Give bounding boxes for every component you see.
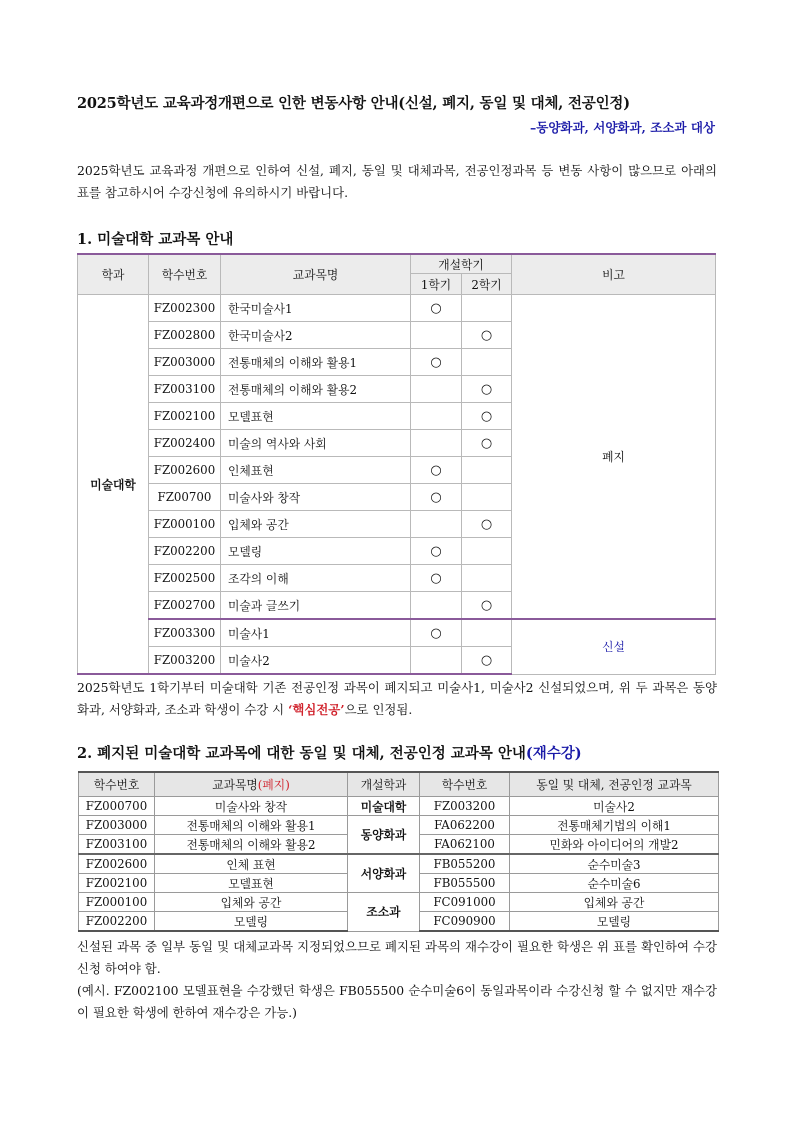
sem2-mark: ○: [462, 376, 512, 403]
sem2-mark: ○: [462, 647, 512, 675]
offering-dept: 미술대학: [348, 797, 420, 816]
course-name: 조각의 이해: [221, 565, 411, 592]
sem1-mark: ○: [411, 457, 462, 484]
old-course-code: FZ000700: [79, 797, 155, 816]
section2-note-2: (예시. FZ002100 모델표현을 수강했던 학생은 FB055500 순수미술6이 동일과목이라 수강신청 할 수 없지만 재수강이 필요한 학생에 한하여 재수강은 가능.): [77, 983, 717, 1020]
course-name: 한국미술사1: [221, 295, 411, 322]
old-course-code: FZ003000: [79, 816, 155, 835]
replacement-course: 미술사2: [510, 797, 719, 816]
sem2-mark: ○: [462, 592, 512, 620]
sem2-mark: [462, 295, 512, 322]
course-name: 미술과 글쓰기: [221, 592, 411, 620]
replacement-course: 순수미술6: [510, 874, 719, 893]
replacement-course: 모델링: [510, 912, 719, 932]
replacement-course: 전통매체기법의 이해1: [510, 816, 719, 835]
section2-note-1: 신설된 과목 중 일부 동일 및 대체교과목 지정되었으므로 폐지된 과목의 재수강이 필요한 학생은 위 표를 확인하여 수강신청 하여야 함.: [77, 939, 717, 976]
sem2-mark: [462, 457, 512, 484]
old-course-name: 인체 표현: [155, 854, 348, 874]
sem2-mark: [462, 619, 512, 647]
sem2-mark: [462, 565, 512, 592]
course-name: 전통매체의 이해와 활용2: [221, 376, 411, 403]
sem2-mark: ○: [462, 322, 512, 349]
replacement-course: 민화와 아이디어의 개발2: [510, 835, 719, 855]
replacement-course: 입체와 공간: [510, 893, 719, 912]
sem1-mark: [411, 376, 462, 403]
new-course-code: FB055200: [420, 854, 510, 874]
sem2-mark: [462, 538, 512, 565]
section2-notes: [77, 936, 717, 1024]
col-old-code-header: 학수번호: [79, 772, 155, 797]
col-sem1-header: 1학기: [411, 274, 462, 295]
course-name: 미술사1: [221, 619, 411, 647]
sem2-mark: ○: [462, 403, 512, 430]
course-table: [77, 253, 716, 675]
sem1-mark: [411, 592, 462, 620]
intro-paragraph: 2025학년도 교육과정 개편으로 인하여 신설, 폐지, 동일 및 대체과목, 전공인정과목 등 변동 사항이 많으므로 아래의 표를 참고하시어 수강신청에 유의하시기 바랍니다.: [77, 163, 717, 200]
old-course-code: FZ003100: [79, 835, 155, 855]
course-code: FZ002700: [149, 592, 221, 620]
course-name: 입체와 공간: [221, 511, 411, 538]
col-note-header: 비고: [512, 254, 716, 295]
section1-note: [77, 677, 717, 721]
sem1-mark: ○: [411, 484, 462, 511]
col-new-code-header: 학수번호: [420, 772, 510, 797]
sem1-mark: [411, 430, 462, 457]
old-course-name: 미술사와 창작: [155, 797, 348, 816]
course-name: 모델표현: [221, 403, 411, 430]
col-code-header: 학수번호: [149, 254, 221, 295]
new-course-code: FC090900: [420, 912, 510, 932]
old-course-name: 입체와 공간: [155, 893, 348, 912]
sem1-mark: [411, 322, 462, 349]
sem2-mark: [462, 484, 512, 511]
course-name: 인체표현: [221, 457, 411, 484]
course-code: FZ002100: [149, 403, 221, 430]
note-new: 신설: [512, 619, 716, 674]
section1-heading: 1. 미술대학 교과목 안내: [77, 231, 234, 248]
document-subtitle: –동양화과, 서양화과, 조소과 대상: [530, 120, 715, 135]
old-course-code: FZ002600: [79, 854, 155, 874]
course-name: 미술사와 창작: [221, 484, 411, 511]
course-name: 전통매체의 이해와 활용1: [221, 349, 411, 376]
old-course-code: FZ002100: [79, 874, 155, 893]
course-code: FZ002300: [149, 295, 221, 322]
course-code: FZ000100: [149, 511, 221, 538]
sem1-mark: [411, 511, 462, 538]
col-old-name-suffix: (폐지): [257, 778, 290, 792]
course-code: FZ003300: [149, 619, 221, 647]
section1-note-text-a: 2025학년도 1학기부터 미술대학 기존 전공인정 과목이 폐지되고 미술사1, 미술사2 신설되었으며, 위 두 과목은 동양화과, 서양화과, 조소과 학생이 수강 시: [77, 680, 717, 717]
new-course-code: FA062100: [420, 835, 510, 855]
sem1-mark: ○: [411, 619, 462, 647]
new-course-code: FC091000: [420, 893, 510, 912]
offering-dept: 조소과: [348, 893, 420, 932]
sem1-mark: ○: [411, 565, 462, 592]
sem1-mark: [411, 647, 462, 675]
sem1-mark: ○: [411, 538, 462, 565]
sem1-mark: ○: [411, 349, 462, 376]
course-code: FZ002800: [149, 322, 221, 349]
course-name: 한국미술사2: [221, 322, 411, 349]
sem2-mark: ○: [462, 430, 512, 457]
old-course-code: FZ002200: [79, 912, 155, 932]
sem1-mark: [411, 403, 462, 430]
dept-cell: 미술대학: [78, 295, 149, 675]
replacement-table: [78, 771, 719, 932]
course-code: FZ003100: [149, 376, 221, 403]
document-title: 2025학년도 교육과정개편으로 인한 변동사항 안내(신설, 폐지, 동일 및 대체, 전공인정): [77, 95, 630, 112]
col-semester-header: 개설학기: [411, 254, 512, 274]
course-name: 미술의 역사와 사회: [221, 430, 411, 457]
course-code: FZ003200: [149, 647, 221, 675]
sem2-mark: [462, 349, 512, 376]
old-course-name: 전통매체의 이해와 활용1: [155, 816, 348, 835]
note-abolished: 폐지: [512, 295, 716, 620]
course-name: 미술사2: [221, 647, 411, 675]
col-old-name-label: 교과목명: [212, 778, 258, 792]
offering-dept: 동양화과: [348, 816, 420, 855]
course-name: 모델링: [221, 538, 411, 565]
course-code: FZ00700: [149, 484, 221, 511]
old-course-name: 전통매체의 이해와 활용2: [155, 835, 348, 855]
course-code: FZ002500: [149, 565, 221, 592]
new-course-code: FA062200: [420, 816, 510, 835]
section1-note-text-b: 으로 인정됨.: [344, 702, 413, 717]
course-code: FZ002400: [149, 430, 221, 457]
course-code: FZ002600: [149, 457, 221, 484]
old-course-code: FZ000100: [79, 893, 155, 912]
section2-heading-suffix: (재수강): [525, 745, 582, 762]
new-course-code: FZ003200: [420, 797, 510, 816]
section2-heading: [77, 742, 582, 763]
sem2-mark: ○: [462, 511, 512, 538]
course-code: FZ003000: [149, 349, 221, 376]
col-dept-header: 학과: [78, 254, 149, 295]
section2-heading-text: 2. 폐지된 미술대학 교과목에 대한 동일 및 대체, 전공인정 교과목 안내: [77, 745, 526, 762]
col-name-header: 교과목명: [221, 254, 411, 295]
course-code: FZ002200: [149, 538, 221, 565]
replacement-course: 순수미술3: [510, 854, 719, 874]
core-major-highlight: ‘핵심전공’: [288, 702, 345, 717]
old-course-name: 모델표현: [155, 874, 348, 893]
new-course-code: FB055500: [420, 874, 510, 893]
col-dept-header: 개설학과: [348, 772, 420, 797]
col-old-name-header: [155, 772, 348, 797]
offering-dept: 서양화과: [348, 854, 420, 893]
sem1-mark: ○: [411, 295, 462, 322]
col-sem2-header: 2학기: [462, 274, 512, 295]
col-replacement-header: 동일 및 대체, 전공인정 교과목: [510, 772, 719, 797]
old-course-name: 모델링: [155, 912, 348, 932]
